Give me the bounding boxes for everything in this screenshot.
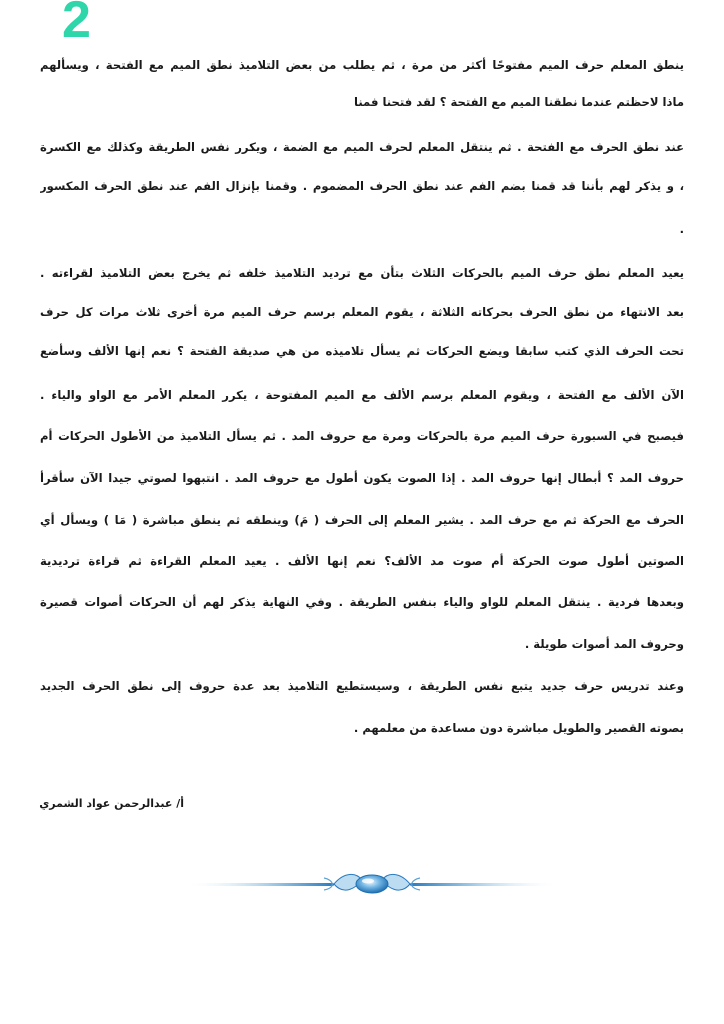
paragraph-line: الصوتين أطول صوت الحركة أم صوت مد الألف؟ نعم إنها الألف . يعيد المعلم القراءة ثم قراءة ترديدية bbox=[40, 554, 684, 568]
paragraph-line: بصوته القصير والطويل مباشرة دون مساعدة من معلمهم . bbox=[353, 721, 684, 735]
paragraph-line: وعند تدريس حرف جديد يتبع نفس الطريقة ، وسيستطيع التلاميذ بعد عدة حروف إلى نطق الحرف الجديد bbox=[40, 679, 684, 693]
paragraph-line: يعيد المعلم نطق حرف الميم بالحركات الثلاث بتأن مع ترديد التلاميذ خلفه ثم يخرج بعض التلاميذ لقراءته . bbox=[40, 266, 684, 280]
paragraph-line: ماذا لاحظتم عندما نطقنا الميم مع الفتحة ؟ لقد فتحنا فمنا bbox=[353, 95, 684, 109]
paragraph-line: تحت الحرف الذي كتب سابقا ويضع الحركات ثم يسأل تلاميذه من هي صديقة الفتحة ؟ نعم إنها الألف وسأضع bbox=[40, 344, 684, 358]
paragraph-line: فيصبح في السبورة حرف الميم مرة بالحركات ومرة مع حروف المد . ثم يسأل التلاميذ من الأطول الحركات أم bbox=[40, 429, 684, 443]
paragraph-line: الآن الألف مع الفتحة ، ويقوم المعلم برسم الألف مع الميم المفتوحة ، يكرر المعلم الأمر مع الواو والياء . bbox=[40, 388, 684, 402]
paragraph-line: . bbox=[679, 222, 684, 236]
ornamental-divider bbox=[184, 866, 560, 902]
paragraph-line: بعد الانتهاء من نطق الحرف بحركاته الثلاثة ، يقوم المعلم برسم حرف الميم مرة أخرى ثلاث مرات كل حرف bbox=[40, 305, 684, 319]
paragraph-line: وبعدها فردية . ينتقل المعلم للواو والياء بنفس الطريقة . وفي النهاية يذكر لهم أن الحركات أصوات قصيرة bbox=[40, 595, 684, 609]
paragraph-line: عند نطق الحرف مع الفتحة . ثم ينتقل المعلم لحرف الميم مع الضمة ، ويكرر نفس الطريقة وكذلك مع الكسرة bbox=[40, 140, 684, 154]
paragraph-line: ينطق المعلم حرف الميم مفتوحًا أكثر من مرة ، ثم يطلب من بعض التلاميذ نطق الميم مع الفتحة ، ويسألهم bbox=[40, 58, 684, 72]
paragraph-line: ، و يذكر لهم بأننا قد قمنا بضم الفم عند نطق الحرف المضموم . وقمنا بإنزال الفم عند نطق الحرف المكسور bbox=[40, 179, 684, 193]
paragraph-line: الحرف مع الحركة ثم مع حرف المد . يشير المعلم إلى الحرف ( مَ) وينطقه ثم ينطق مباشرة ( مَا ) ويسأل أي bbox=[40, 513, 684, 527]
paragraph-line: حروف المد ؟ أبطال إنها حروف المد . إذا الصوت يكون أطول مع حروف المد . انتبهوا لصوتي جيدا الآن سأقرأ bbox=[40, 471, 684, 485]
paragraph-line: وحروف المد أصوات طويلة . bbox=[524, 637, 684, 651]
author-signature: أ/ عبدالرحمن عواد الشمري bbox=[39, 797, 184, 810]
page-number: 2 bbox=[62, 0, 91, 49]
